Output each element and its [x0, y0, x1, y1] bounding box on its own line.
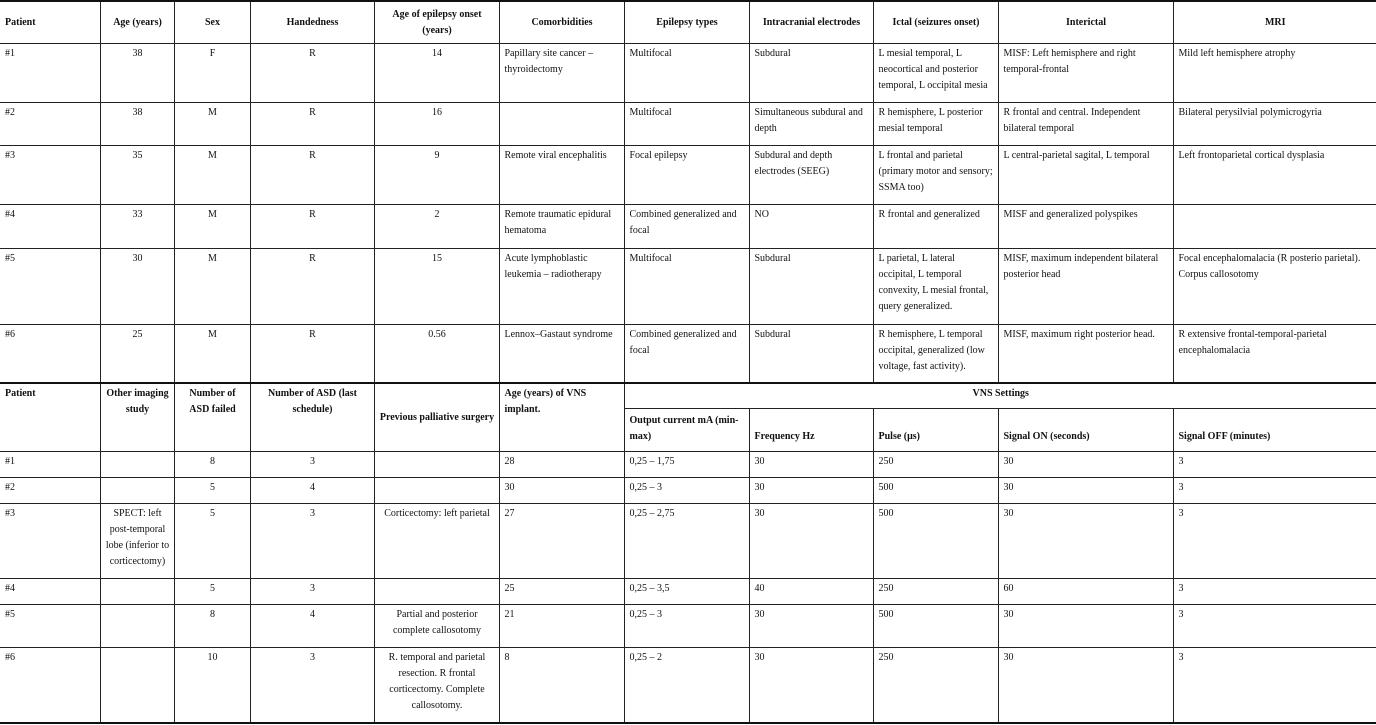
table1-cell: M	[174, 145, 250, 204]
table2-cell	[374, 451, 499, 477]
table2-subheader-cell: Signal OFF (minutes)	[1173, 408, 1376, 451]
table1-cell: L central-parietal sagital, L temporal	[998, 145, 1173, 204]
table1-cell: 15	[374, 248, 499, 324]
table2-cell: Corticectomy: left parietal	[374, 503, 499, 578]
table2-cell: 500	[873, 604, 998, 647]
table2-cell: 3	[1173, 451, 1376, 477]
table1-cell: Focal epilepsy	[624, 145, 749, 204]
table1-cell: 16	[374, 102, 499, 145]
table1-cell: MISF, maximum right posterior head.	[998, 324, 1173, 383]
table2-cell: 27	[499, 503, 624, 578]
table1-cell	[1173, 204, 1376, 248]
table1-cell: R	[250, 248, 374, 324]
table1-cell: MISF: Left hemisphere and right temporal-frontal	[998, 43, 1173, 102]
table1-row	[0, 248, 1376, 324]
table2-cell: 3	[1173, 477, 1376, 503]
table2-cell	[100, 578, 174, 604]
table2-cell: 0,25 – 3	[624, 604, 749, 647]
table1-cell: 38	[100, 102, 174, 145]
table2-cell: 30	[749, 604, 873, 647]
table1-cell: 9	[374, 145, 499, 204]
table1-header-cell: Epilepsy types	[624, 1, 749, 43]
table1-cell: R frontal and generalized	[873, 204, 998, 248]
table2-header-cell: Patient	[0, 383, 100, 451]
table2-cell: 0,25 – 2,75	[624, 503, 749, 578]
table1-cell: 38	[100, 43, 174, 102]
table1-cell: M	[174, 204, 250, 248]
table1-cell: 30	[100, 248, 174, 324]
table1-cell: 35	[100, 145, 174, 204]
table2-cell: #2	[0, 477, 100, 503]
table2-cell: 3	[250, 503, 374, 578]
table2-cell: 3	[1173, 604, 1376, 647]
table2-cell	[100, 451, 174, 477]
table2-cell: 60	[998, 578, 1173, 604]
table2-cell: 8	[174, 604, 250, 647]
table1-cell: R	[250, 204, 374, 248]
table2-cell: 8	[174, 451, 250, 477]
table2-cell: 5	[174, 578, 250, 604]
table2-cell: SPECT: left post-temporal lobe (inferior to corticectomy)	[100, 503, 174, 578]
table2-header-cell: Number of ASD (last schedule)	[250, 383, 374, 451]
table1-cell: L mesial temporal, L neocortical and posterior temporal, L occipital mesia	[873, 43, 998, 102]
table1-cell: M	[174, 248, 250, 324]
table2-cell: 500	[873, 477, 998, 503]
table2-header-cell: Age (years) of VNS implant.	[499, 383, 624, 451]
table2-cell: 30	[998, 477, 1173, 503]
table1-cell: 14	[374, 43, 499, 102]
table2-cell	[100, 647, 174, 723]
table1-cell: Simultaneous subdural and depth	[749, 102, 873, 145]
table2-cell: 25	[499, 578, 624, 604]
table2-cell: 8	[499, 647, 624, 723]
table1-cell: M	[174, 102, 250, 145]
table1-cell: Multifocal	[624, 43, 749, 102]
table1-cell: MISF, maximum independent bilateral posterior head	[998, 248, 1173, 324]
table1-row	[0, 102, 1376, 145]
table2-subheader-cell: Frequency Hz	[749, 408, 873, 451]
table2-cell: #3	[0, 503, 100, 578]
table1-row	[0, 43, 1376, 102]
table1-cell: Subdural and depth electrodes (SEEG)	[749, 145, 873, 204]
table2-row	[0, 451, 1376, 477]
table1-cell: 25	[100, 324, 174, 383]
table2-cell: 0,25 – 1,75	[624, 451, 749, 477]
table1-cell: R	[250, 145, 374, 204]
table1-cell: Multifocal	[624, 102, 749, 145]
table1-cell: #5	[0, 248, 100, 324]
table2-cell: 4	[250, 604, 374, 647]
table2-cell: 30	[749, 503, 873, 578]
table2-cell: 250	[873, 647, 998, 723]
table2-row	[0, 477, 1376, 503]
table1-cell: 2	[374, 204, 499, 248]
table1-cell: #1	[0, 43, 100, 102]
table1-header-cell: Handedness	[250, 1, 374, 43]
table1-cell: #2	[0, 102, 100, 145]
table2-cell: 21	[499, 604, 624, 647]
table2-cell: 5	[174, 503, 250, 578]
table2-cell: 30	[749, 647, 873, 723]
vns-settings-group-header: VNS Settings	[624, 383, 1376, 408]
table1-cell: L parietal, L lateral occipital, L temporal convexity, L mesial frontal, query generalized.	[873, 248, 998, 324]
table2-cell: 0,25 – 3	[624, 477, 749, 503]
table2-cell: 30	[998, 647, 1173, 723]
table1-cell: R hemisphere, L posterior mesial temporal	[873, 102, 998, 145]
table2-row	[0, 604, 1376, 647]
table2-cell: 30	[998, 503, 1173, 578]
table1-cell: M	[174, 324, 250, 383]
table1-cell: R frontal and central. Independent bilateral temporal	[998, 102, 1173, 145]
table2-cell: 3	[1173, 503, 1376, 578]
table1-cell: Subdural	[749, 324, 873, 383]
table2-cell	[374, 477, 499, 503]
table2-cell: 0,25 – 3,5	[624, 578, 749, 604]
table1-cell: Bilateral perysilvial polymicrogyria	[1173, 102, 1376, 145]
table1-cell: Focal encephalomalacia (R posterio parietal). Corpus callosotomy	[1173, 248, 1376, 324]
table2-cell: 30	[499, 477, 624, 503]
table1-cell: R	[250, 324, 374, 383]
table2-cell: #4	[0, 578, 100, 604]
table1-cell	[499, 102, 624, 145]
table1-cell: Remote viral encephalitis	[499, 145, 624, 204]
table2-cell: 3	[250, 578, 374, 604]
table1-cell: Combined generalized and focal	[624, 204, 749, 248]
table2-cell: 250	[873, 451, 998, 477]
table2-header-cell: Number of ASD failed	[174, 383, 250, 451]
table2-cell: 250	[873, 578, 998, 604]
table2-subheader-cell: Output current mA (min-max)	[624, 408, 749, 451]
table2-cell: 0,25 – 2	[624, 647, 749, 723]
table2-cell: #1	[0, 451, 100, 477]
table2-cell: Partial and posterior complete callosotomy	[374, 604, 499, 647]
table1-cell: Subdural	[749, 43, 873, 102]
table1-cell: #6	[0, 324, 100, 383]
table2-cell: 3	[1173, 578, 1376, 604]
table1-row	[0, 145, 1376, 204]
table1-cell: R	[250, 43, 374, 102]
table2-row	[0, 503, 1376, 578]
table2-cell	[374, 578, 499, 604]
table2-cell: 3	[250, 451, 374, 477]
table2-subheader-cell: Signal ON (seconds)	[998, 408, 1173, 451]
table2-cell: 5	[174, 477, 250, 503]
table2-cell: 3	[250, 647, 374, 723]
table2-cell: 3	[1173, 647, 1376, 723]
table2-header-cell: Previous palliative surgery	[374, 383, 499, 451]
table1-cell: Left frontoparietal cortical dysplasia	[1173, 145, 1376, 204]
table1-cell: 33	[100, 204, 174, 248]
table1-cell: Papillary site cancer – thyroidectomy	[499, 43, 624, 102]
table1-cell: F	[174, 43, 250, 102]
table1-cell: Subdural	[749, 248, 873, 324]
table2-cell: 10	[174, 647, 250, 723]
table1-cell: NO	[749, 204, 873, 248]
table2-row	[0, 647, 1376, 723]
table1-row	[0, 324, 1376, 383]
table2-cell: R. temporal and parietal resection. R frontal corticectomy. Complete callosotomy.	[374, 647, 499, 723]
table1-cell: R extensive frontal-temporal-parietal encephalomalacia	[1173, 324, 1376, 383]
table1-cell: 0.56	[374, 324, 499, 383]
table2-cell: 500	[873, 503, 998, 578]
table1-cell: Lennox–Gastaut syndrome	[499, 324, 624, 383]
table2-header-cell: Other imaging study	[100, 383, 174, 451]
table1-header-cell: Age of epilepsy onset (years)	[374, 1, 499, 43]
table1-cell: R hemisphere, L temporal occipital, generalized (low voltage, fast activity).	[873, 324, 998, 383]
table1-cell: Multifocal	[624, 248, 749, 324]
table2-cell	[100, 604, 174, 647]
table1-header-cell: Age (years)	[100, 1, 174, 43]
table1-header-cell: Intracranial electrodes	[749, 1, 873, 43]
table1-row	[0, 204, 1376, 248]
table1-cell: L frontal and parietal (primary motor and sensory; SSMA too)	[873, 145, 998, 204]
table2-subheader-cell: Pulse (μs)	[873, 408, 998, 451]
table1-header-cell: MRI	[1173, 1, 1376, 43]
table2-cell: 30	[749, 477, 873, 503]
table1-cell: #4	[0, 204, 100, 248]
table2-header-row	[0, 383, 1376, 408]
table2-row	[0, 578, 1376, 604]
table1-cell: MISF and generalized polyspikes	[998, 204, 1173, 248]
table1-header-cell: Sex	[174, 1, 250, 43]
table1-cell: Combined generalized and focal	[624, 324, 749, 383]
table1-cell: Remote traumatic epidural hematoma	[499, 204, 624, 248]
table1-cell: #3	[0, 145, 100, 204]
table2-cell: 30	[998, 451, 1173, 477]
table1-header-cell: Comorbidities	[499, 1, 624, 43]
table1-cell: Mild left hemisphere atrophy	[1173, 43, 1376, 102]
table1-header-row	[0, 1, 1376, 43]
table1-header-cell: Interictal	[998, 1, 1173, 43]
table2-cell: 28	[499, 451, 624, 477]
table2-cell: 30	[998, 604, 1173, 647]
table1-cell: Acute lymphoblastic leukemia – radiotherapy	[499, 248, 624, 324]
table2-cell: #5	[0, 604, 100, 647]
table2-cell: 30	[749, 451, 873, 477]
table2-cell: #6	[0, 647, 100, 723]
table2-cell	[100, 477, 174, 503]
table2-cell: 4	[250, 477, 374, 503]
table1-header-cell: Patient	[0, 1, 100, 43]
table1-cell: R	[250, 102, 374, 145]
table1-header-cell: Ictal (seizures onset)	[873, 1, 998, 43]
table2-cell: 40	[749, 578, 873, 604]
